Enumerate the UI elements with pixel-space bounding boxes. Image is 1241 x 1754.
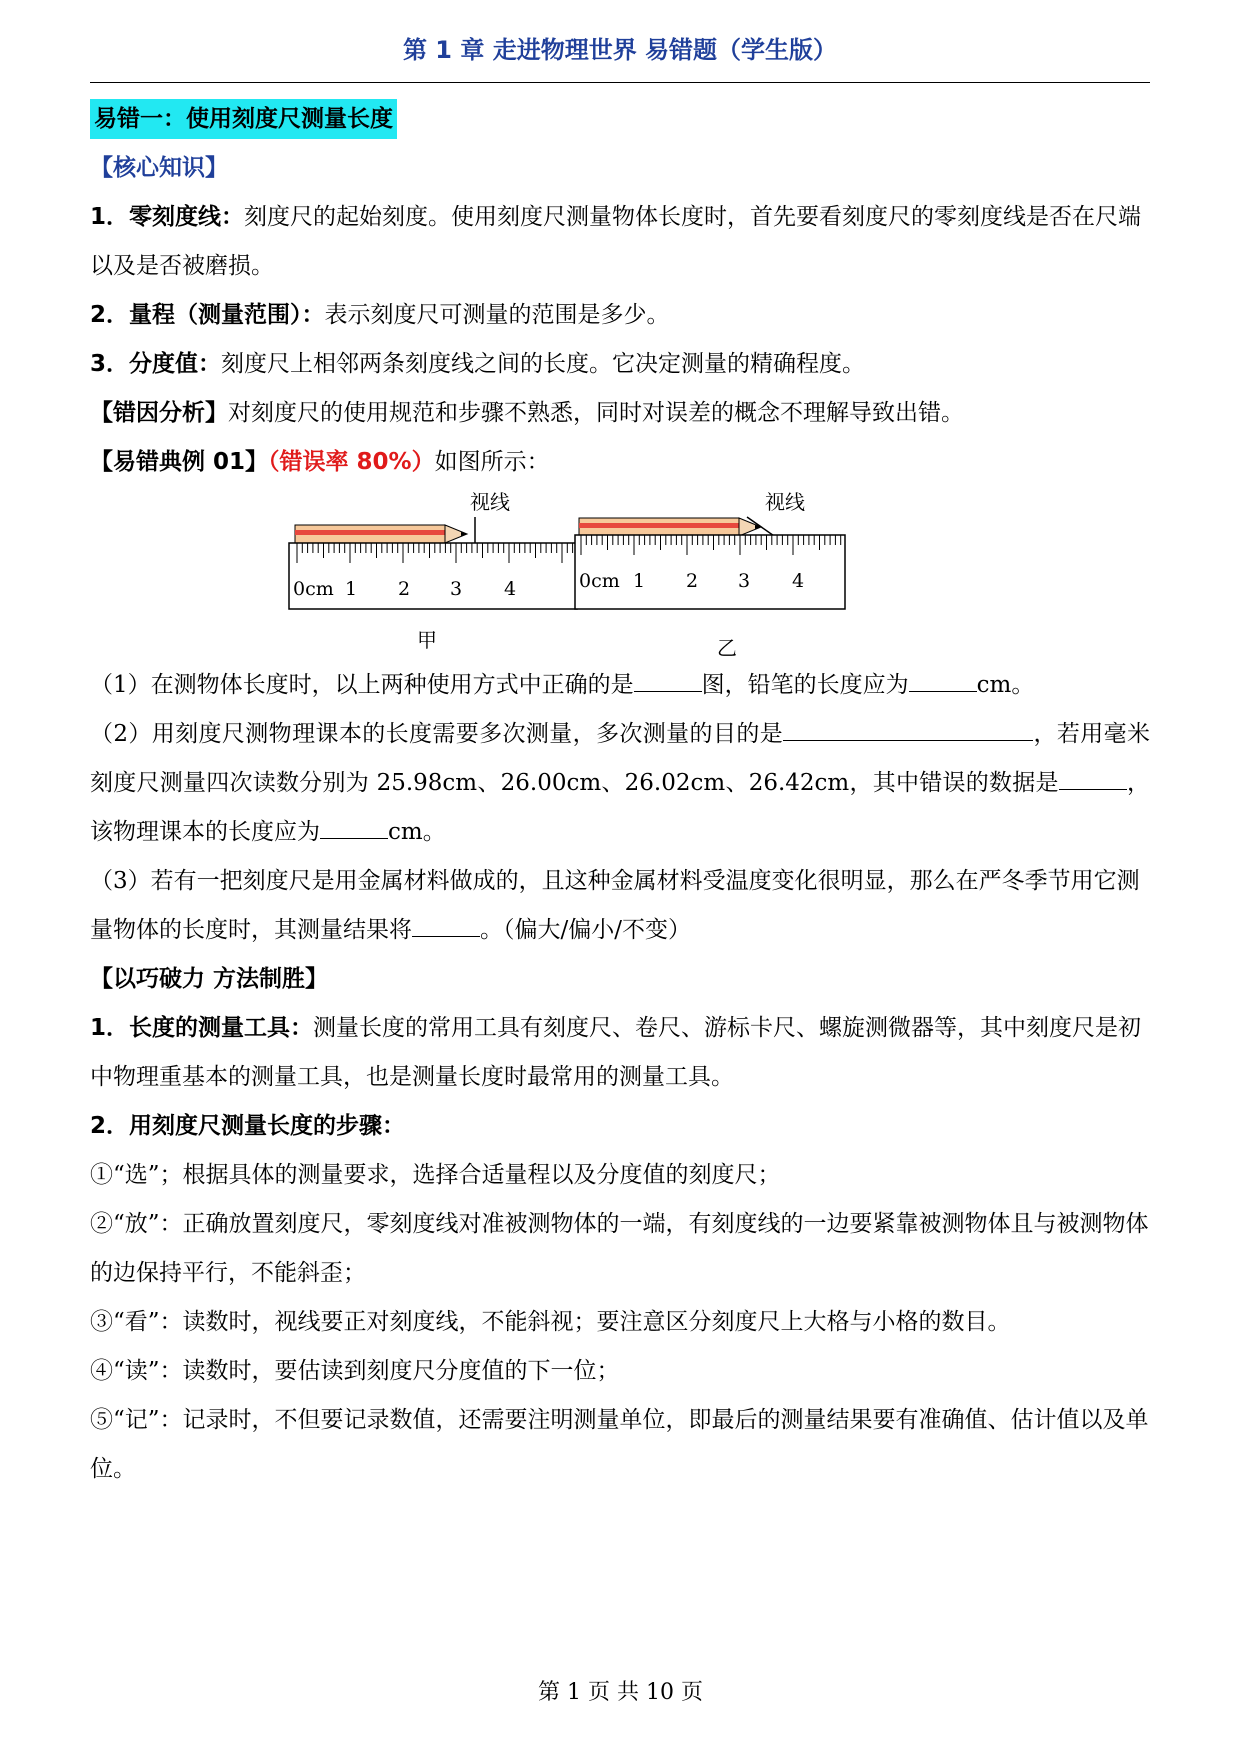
q2-text-c: ，该物理课本的长度应为 [90,770,1151,845]
core-item-3-label: 3．分度值： [90,351,222,377]
core-item-3 [90,340,1150,389]
method-item-1-text: 测量长度的常用工具有刻度尺、卷尺、游标卡尺、螺旋测微器等，其中刻度尺是初中物理重基本的测量工具，也是测量长度时最常用的测量工具。 [90,1015,1142,1090]
core-item-1-text: 刻度尺的起始刻度。使用刻度尺测量物体长度时，首先要看刻度尺的零刻度线是否在尺端以及是否被磨损。 [90,204,1142,279]
tick-label: 2 [686,570,699,592]
section-title: 易错一：使用刻度尺测量长度 [90,99,397,139]
step-3: ③“看”：读数时，视线要正对刻度线，不能斜视；要注意区分刻度尺上大格与小格的数目。 [90,1309,1011,1335]
answer-blank[interactable] [1059,769,1127,790]
ruler-figure [285,487,925,661]
method-item-2 [90,1102,1150,1151]
ruler-right [575,490,845,660]
q2-text-b: ，若用毫米刻度尺测量四次读数分别为 25.98cm、26.00cm、26.02cm、26.42cm，其中错误的数据是 [90,721,1151,796]
method-heading-label: 【以巧破力 方法制胜】 [90,966,329,992]
tick-label: 1 [345,578,358,600]
core-item-2 [90,291,1150,340]
answer-blank[interactable] [320,818,388,839]
sight-label-left: 视线 [470,490,510,514]
tick-label: 4 [504,578,517,600]
tick-label: 2 [398,578,411,600]
core-item-3-text: 刻度尺上相邻两条刻度线之间的长度。它决定测量的精确程度。 [221,351,866,377]
tick-label: 1 [633,570,646,592]
core-item-1 [90,193,1150,291]
sight-label-right: 视线 [765,490,805,514]
q3-text-b: 。（偏大/偏小/不变） [480,917,691,943]
answer-blank[interactable] [634,671,702,692]
pencil-right-stripe [579,523,739,528]
ruler-left [289,490,578,652]
answer-blank[interactable] [909,671,977,692]
q1-text-b: 图，铅笔的长度应为 [701,672,909,698]
q1-text-a: （1）在测物体长度时，以上两种使用方式中正确的是 [90,672,634,698]
cause-heading: 【错因分析】 [90,400,228,426]
q1-text-c: cm。 [976,672,1035,698]
question-1 [90,661,1150,710]
tick-label: 4 [792,570,805,592]
step-2: ②“放”：正确放置刻度尺，零刻度线对准被测物体的一端，有刻度线的一边要紧靠被测物体且与被测物体的边保持平行，不能斜歪； [90,1211,1149,1286]
question-3 [90,857,1150,955]
pencil-left-stripe [295,530,445,535]
q2-text-a: （2）用刻度尺测物理课本的长度需要多次测量，多次测量的目的是 [90,721,784,747]
method-item-1-label: 1．长度的测量工具： [90,1015,314,1041]
page-title: 第 1 章 走进物理世界 易错题（学生版） [402,36,838,64]
step-4: ④“读”：读数时，要估读到刻度尺分度值的下一位； [90,1358,620,1384]
tick-label: 0cm [293,578,334,600]
step-5: ⑤“记”：记录时，不但要记录数值，还需要注明测量单位，即最后的测量结果要有准确值、估计值以及单位。 [90,1407,1149,1482]
method-item-2-label: 2．用刻度尺测量长度的步骤： [90,1113,406,1139]
method-heading [90,955,1150,1004]
tick-label: 3 [450,578,463,600]
method-item-1 [90,1004,1150,1102]
core-item-2-text: 表示刻度尺可测量的范围是多少。 [324,302,670,328]
cause-analysis [90,389,1150,438]
core-item-1-label: 1．零刻度线： [90,204,245,230]
q3-text-a: （3）若有一把刻度尺是用金属材料做成的，且这种金属材料受温度变化很明显，那么在严冬季节用它测量物体的长度时，其测量结果将 [90,868,1140,943]
answer-blank[interactable] [783,720,1033,741]
caption-right: 乙 [717,636,737,660]
answer-blank[interactable] [412,916,480,937]
caption-left: 甲 [417,628,437,652]
core-item-2-label: 2．量程（测量范围）： [90,302,325,328]
step-1: ①“选”；根据具体的测量要求，选择合适量程以及分度值的刻度尺； [90,1162,781,1188]
example-heading: 【易错典例 01】 [90,449,269,475]
core-knowledge-heading [90,144,1150,193]
core-heading-label: 【核心知识】 [90,155,228,181]
question-2 [90,710,1150,857]
example-heading-line [90,438,1150,487]
tick-label: 0cm [579,570,620,592]
ruler-diagram [285,487,925,661]
tick-label: 3 [738,570,751,592]
document-body [90,95,1150,1494]
cause-text: 对刻度尺的使用规范和步骤不熟悉，同时对误差的概念不理解导致出错。 [228,400,964,426]
q2-text-d: cm。 [388,819,446,845]
page-number: 第 1 页 共 10 页 [538,1680,703,1705]
header-divider [90,82,1150,83]
error-rate: （错误率 80%） [268,449,435,475]
example-intro: 如图所示： [434,449,550,475]
